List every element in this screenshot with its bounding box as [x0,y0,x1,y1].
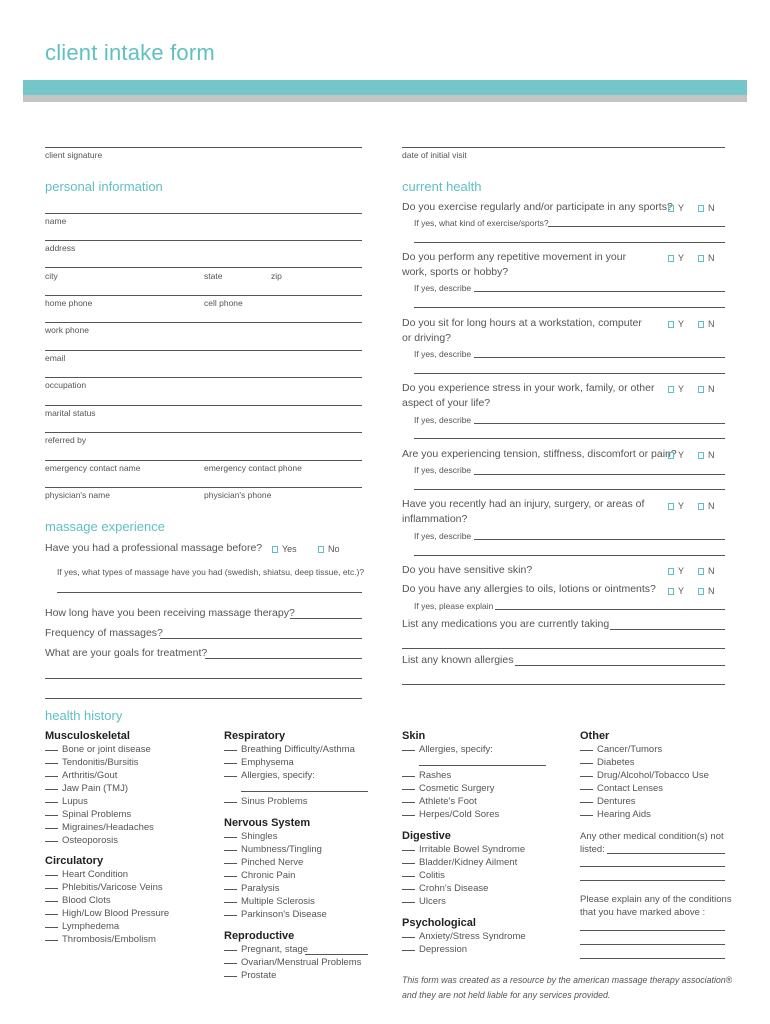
allergies-oils-question: Do you have any allergies to oils, lotions or ointments? [402,583,656,595]
stress-question: Do you experience stress in your work, family, or other aspect of your life? [402,382,655,409]
treatment-goals-field[interactable] [205,658,362,659]
exercise-followup-field[interactable] [548,226,725,227]
explain-field-1[interactable] [580,930,725,931]
tension-describe-field[interactable] [474,474,725,475]
current-health-heading: current health [402,179,482,194]
other-conditions-prompt: Any other medical condition(s) not listed: [580,831,724,855]
sitting-question: Do you sit for long hours at a workstation, computer or driving? [402,317,642,344]
allergies-explain-label: If yes, please explain [414,601,494,611]
condition-item[interactable]: Contact Lenses [580,782,709,795]
treatment-goals-question: What are your goals for treatment? [45,647,208,659]
tension-no[interactable]: N [698,450,715,460]
personal-info-heading: personal information [45,179,163,194]
condition-item[interactable]: Heart Condition [45,868,169,881]
name-label: name [45,216,67,226]
condition-item[interactable]: Emphysema [224,756,355,769]
condition-item[interactable]: Lupus [45,795,154,808]
other-conditions-field-2[interactable] [580,866,725,867]
treatment-goals-field-3[interactable] [45,698,362,699]
condition-item[interactable]: Bladder/Kidney Ailment [402,856,525,869]
address-label: address [45,243,76,253]
exercise-question: Do you exercise regularly and/or participate in any sports? [402,201,673,213]
checkbox-icon [698,452,704,459]
form-title: client intake form [45,40,215,65]
known-allergies-field-2[interactable] [402,684,725,685]
tension-yes[interactable]: Y [668,450,684,460]
medications-question: List any medications you are currently taking [402,618,610,630]
sensitive-skin-question: Do you have sensitive skin? [402,564,533,576]
condition-item[interactable]: Drug/Alcohol/Tobacco Use [580,769,709,782]
condition-item[interactable]: Parkinson's Disease [224,908,327,921]
condition-item[interactable]: Irritable Bowel Syndrome [402,843,525,856]
checkbox-icon [698,255,704,262]
stress-no[interactable]: N [698,384,715,394]
marital-status-label: marital status [45,408,96,418]
musculoskeletal-list [45,743,154,847]
marital-status-field[interactable] [45,405,362,406]
skin-list [402,743,499,821]
condition-item[interactable]: Numbness/Tingling [224,843,327,856]
digestive-list [402,843,525,908]
checkbox-icon [698,588,704,595]
reproductive-list [224,943,361,982]
repetitive-yes[interactable]: Y [668,253,684,263]
condition-item[interactable]: Lymphedema [45,920,169,933]
injury-describe-field[interactable] [474,539,725,540]
cell-phone-label: cell phone [204,298,243,308]
condition-item[interactable]: Osteoporosis [45,834,154,847]
checkbox-icon [272,546,278,553]
referred-by-field[interactable] [45,432,362,433]
checkbox-icon [698,205,704,212]
stress-yes[interactable]: Y [668,384,684,394]
pregnancy-stage-field[interactable] [305,954,368,955]
emergency-phone-label: emergency contact phone [204,463,302,473]
massage-duration-field[interactable] [290,618,362,619]
condition-item[interactable]: Blood Clots [45,894,169,907]
condition-item[interactable]: Thrombosis/Embolism [45,933,169,946]
condition-item[interactable]: Phlebitis/Varicose Veins [45,881,169,894]
checkbox-icon [668,588,674,595]
city-label: city [45,271,58,281]
condition-item[interactable]: Sinus Problems [224,795,355,808]
known-allergies-question: List any known allergies [402,654,514,666]
condition-item[interactable]: Athlete's Foot [402,795,499,808]
massage-types-field[interactable] [57,592,362,593]
checkbox-icon [318,546,324,553]
allergies-oils-no[interactable]: N [698,586,715,596]
condition-item[interactable]: Cosmetic Surgery [402,782,499,795]
tension-question: Are you experiencing tension, stiffness, discomfort or pain? [402,448,677,460]
checkbox-icon [668,452,674,459]
other-heading: Other [580,730,610,742]
home-phone-label: home phone [45,298,93,308]
sitting-describe-field-2[interactable] [414,373,725,374]
exercise-followup-field-2[interactable] [414,242,725,243]
checkbox-icon [668,503,674,510]
checkbox-icon [668,205,674,212]
condition-item[interactable]: Diabetes [580,756,709,769]
condition-item[interactable]: Paralysis [224,882,327,895]
other-conditions-field-3[interactable] [580,880,725,881]
other-list [580,743,709,821]
medications-field-2[interactable] [402,648,725,649]
exercise-no[interactable]: N [698,203,715,213]
repetitive-describe-field[interactable] [474,291,725,292]
checkbox-icon [698,503,704,510]
footer-disclaimer: This form was created as a resource by the american massage therapy association® and they are not held liable for any services provided. [402,975,733,1000]
condition-item[interactable]: Multiple Sclerosis [224,895,327,908]
header-band-shadow [23,95,747,102]
injury-no[interactable]: N [698,501,715,511]
repetitive-describe-field-2[interactable] [414,307,725,308]
repetitive-no[interactable]: N [698,253,715,263]
respiratory-list [224,743,355,808]
occupation-field[interactable] [45,377,362,378]
injury-describe-field-2[interactable] [414,555,725,556]
condition-item[interactable]: Tendonitis/Bursitis [45,756,154,769]
allergies-explain-field[interactable] [495,609,725,610]
sitting-describe-field[interactable] [474,357,725,358]
massage-before-no[interactable]: No [318,544,340,554]
occupation-label: occupation [45,380,87,390]
stress-describe-field[interactable] [474,423,725,424]
massage-types-prompt: If yes, what types of massage have you had (swedish, shiatsu, deep tissue, etc.)? [57,567,365,577]
date-line[interactable] [402,147,725,148]
phone-field[interactable] [45,295,362,296]
email-field[interactable] [45,350,362,351]
exercise-yes[interactable]: Y [668,203,684,213]
musculoskeletal-heading: Musculoskeletal [45,730,130,742]
nervous-system-heading: Nervous System [224,817,311,829]
condition-item[interactable]: Colitis [402,869,525,882]
skin-heading: Skin [402,730,426,742]
explain-field-2[interactable] [580,944,725,945]
checkbox-icon [698,386,704,393]
condition-item[interactable]: Dentures [580,795,709,808]
condition-item[interactable]: Spinal Problems [45,808,154,821]
reproductive-heading: Reproductive [224,930,295,942]
condition-item[interactable]: Rashes [402,769,499,782]
known-allergies-field[interactable] [515,665,725,666]
massage-before-question: Have you had a professional massage before? [45,542,263,554]
digestive-heading: Digestive [402,830,451,842]
sitting-no[interactable]: N [698,319,715,329]
sensitive-skin-yes[interactable]: Y [668,566,684,576]
work-phone-label: work phone [45,325,89,335]
tension-describe-field-2[interactable] [414,489,725,490]
checkbox-icon [668,255,674,262]
condition-item[interactable]: Cancer/Tumors [580,743,709,756]
condition-item[interactable]: Allergies, specify: [224,769,355,782]
condition-item[interactable]: Pinched Nerve [224,856,327,869]
condition-item[interactable]: High/Low Blood Pressure [45,907,169,920]
injury-question: Have you recently had an injury, surgery, or areas of inflammation? [402,498,645,525]
address-field[interactable] [45,240,362,241]
condition-item[interactable]: Ulcers [402,895,525,908]
massage-frequency-field[interactable] [160,638,362,639]
physician-phone-label: physician's phone [204,490,272,500]
stress-describe-label: If yes, describe [414,415,472,425]
emergency-name-label: emergency contact name [45,463,141,473]
condition-item[interactable]: Prostate [224,969,361,982]
header-band [23,80,747,95]
condition-item[interactable]: Migraines/Headaches [45,821,154,834]
treatment-goals-field-2[interactable] [45,678,362,679]
psychological-list [402,930,526,956]
condition-item[interactable]: Herpes/Cold Sores [402,808,499,821]
work-phone-field[interactable] [45,322,362,323]
signature-label: client signature [45,150,103,160]
repetitive-movement-question: Do you perform any repetitive movement in your work, sports or hobby? [402,251,627,278]
respiratory-heading: Respiratory [224,730,286,742]
psychological-heading: Psychological [402,917,476,929]
condition-item[interactable]: Ovarian/Menstrual Problems [224,956,361,969]
condition-item[interactable]: Depression [402,943,526,956]
exercise-followup-label: If yes, what kind of exercise/sports? [414,218,549,228]
email-label: email [45,353,66,363]
checkbox-icon [698,568,704,575]
health-history-heading: health history [45,708,123,723]
condition-item[interactable]: Pregnant, stage [224,943,361,956]
explain-conditions-prompt: Please explain any of the conditions that you have marked above : [580,894,732,918]
checkbox-icon [668,321,674,328]
respiratory-allergies-field[interactable] [241,791,368,792]
checkbox-icon [668,568,674,575]
massage-experience-heading: massage experience [45,519,165,534]
emergency-contact-field[interactable] [45,460,362,461]
physician-name-label: physician's name [45,490,110,500]
stress-describe-field-2[interactable] [414,438,725,439]
condition-item[interactable]: Bone or joint disease [45,743,154,756]
signature-line[interactable] [45,147,362,148]
injury-describe-label: If yes, describe [414,531,472,541]
condition-item[interactable]: Shingles [224,830,327,843]
massage-frequency-question: Frequency of massages? [45,627,163,639]
condition-item[interactable]: Anxiety/Stress Syndrome [402,930,526,943]
repetitive-describe-label: If yes, describe [414,283,472,293]
referred-by-label: referred by [45,435,87,445]
checkbox-icon [698,321,704,328]
allergies-oils-yes[interactable]: Y [668,586,684,596]
sitting-describe-label: If yes, describe [414,349,472,359]
physician-field[interactable] [45,487,362,488]
sitting-yes[interactable]: Y [668,319,684,329]
name-field[interactable] [45,213,362,214]
other-conditions-field[interactable] [607,853,725,854]
city-state-zip-field[interactable] [45,267,362,268]
injury-yes[interactable]: Y [668,501,684,511]
condition-item[interactable]: Jaw Pain (TMJ) [45,782,154,795]
explain-field-3[interactable] [580,958,725,959]
condition-item[interactable]: Chronic Pain [224,869,327,882]
condition-item[interactable]: Allergies, specify: [402,743,499,756]
massage-duration-question: How long have you been receiving massage therapy? [45,607,295,619]
condition-item[interactable]: Breathing Difficulty/Asthma [224,743,355,756]
medications-field[interactable] [610,629,725,630]
condition-item[interactable]: Crohn's Disease [402,882,525,895]
condition-item[interactable]: Hearing Aids [580,808,709,821]
massage-before-yes[interactable]: Yes [272,544,297,554]
skin-allergies-field[interactable] [419,765,546,766]
date-label: date of initial visit [402,150,467,160]
tension-describe-label: If yes, describe [414,465,472,475]
condition-item[interactable]: Arthritis/Gout [45,769,154,782]
checkbox-icon [668,386,674,393]
sensitive-skin-no[interactable]: N [698,566,715,576]
nervous-system-list [224,830,327,921]
circulatory-heading: Circulatory [45,855,104,867]
zip-label: zip [271,271,282,281]
circulatory-list [45,868,169,946]
state-label: state [204,271,223,281]
